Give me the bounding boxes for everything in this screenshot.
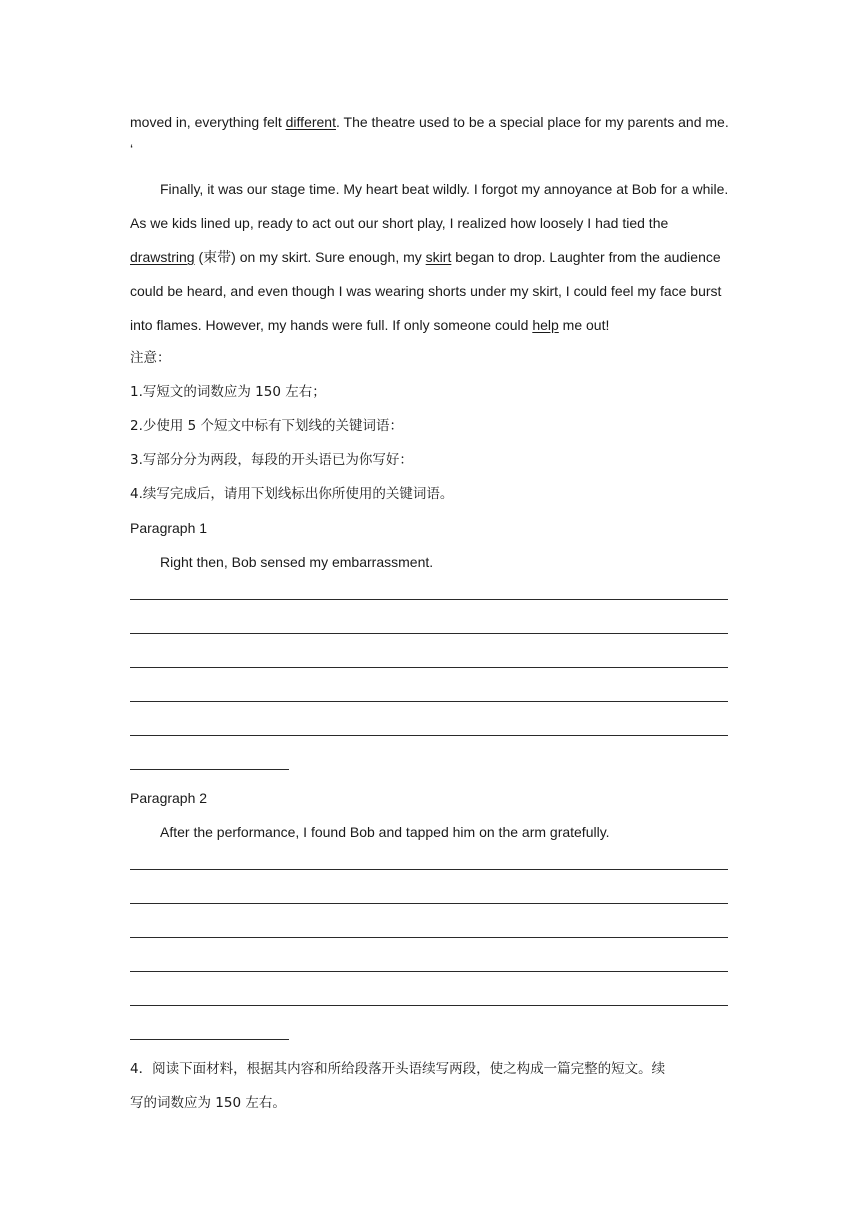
question-4-line-1: 4．阅读下面材料，根据其内容和所给段落开头语续写两段，使之构成一篇完整的短文。续 (130, 1061, 666, 1077)
notes-title: 注意： (130, 350, 171, 366)
passage-text: (束带) on my skirt. Sure enough, my (194, 249, 426, 265)
passage-text: began to drop. Laughter from the audience (451, 249, 721, 265)
passage-text: into flames. However, my hands were full. If only someone could (130, 317, 533, 333)
passage-line-5: could be heard, and even though I was wearing shorts under my skirt, I could feel my face burst (130, 283, 722, 299)
writing-line[interactable] (130, 1005, 728, 1006)
passage-line-4 (130, 248, 728, 266)
keyword-skirt: skirt (425, 249, 452, 265)
writing-line[interactable] (130, 667, 728, 668)
paragraph-1-label: Paragraph 1 (130, 520, 208, 536)
writing-line[interactable] (130, 971, 728, 972)
writing-line[interactable] (130, 769, 289, 770)
writing-line[interactable] (130, 903, 728, 904)
passage-text: me out! (558, 317, 610, 333)
writing-line[interactable] (130, 1039, 289, 1040)
passage-line-2: Finally, it was our stage time. My heart beat wildly. I forgot my annoyance at Bob for a while. (160, 181, 729, 197)
writing-line[interactable] (130, 735, 728, 736)
stray-mark: ‘ (130, 141, 134, 157)
writing-line[interactable] (130, 633, 728, 634)
paragraph-2-label: Paragraph 2 (130, 790, 208, 806)
keyword-different: different (285, 114, 336, 130)
note-item-3: 3.写部分分为两段，每段的开头语已为你写好： (130, 452, 413, 468)
keyword-drawstring: drawstring (130, 249, 195, 265)
writing-line[interactable] (130, 869, 728, 870)
writing-line[interactable] (130, 599, 728, 600)
passage-line-6 (130, 316, 728, 334)
passage-line-3: As we kids lined up, ready to act out our short play, I realized how loosely I had tied the (130, 215, 669, 231)
passage-line-1 (130, 113, 728, 131)
writing-line[interactable] (130, 937, 728, 938)
note-item-1: 1.写短文的词数应为 150 左右； (130, 384, 326, 400)
note-item-4: 4.续写完成后，请用下划线标出你所使用的关键词语。 (130, 486, 454, 502)
question-4-line-2: 写的词数应为 150 左右。 (130, 1095, 286, 1111)
keyword-help: help (532, 317, 559, 333)
paragraph-2-opening: After the performance, I found Bob and tapped him on the arm gratefully. (160, 824, 610, 840)
note-item-2: 2.少使用 5 个短文中标有下划线的关键词语： (130, 418, 404, 434)
passage-text: . The theatre used to be a special place for my parents and me. (335, 114, 729, 130)
writing-line[interactable] (130, 701, 728, 702)
passage-text: moved in, everything felt (130, 114, 286, 130)
paragraph-1-opening: Right then, Bob sensed my embarrassment. (160, 554, 434, 570)
